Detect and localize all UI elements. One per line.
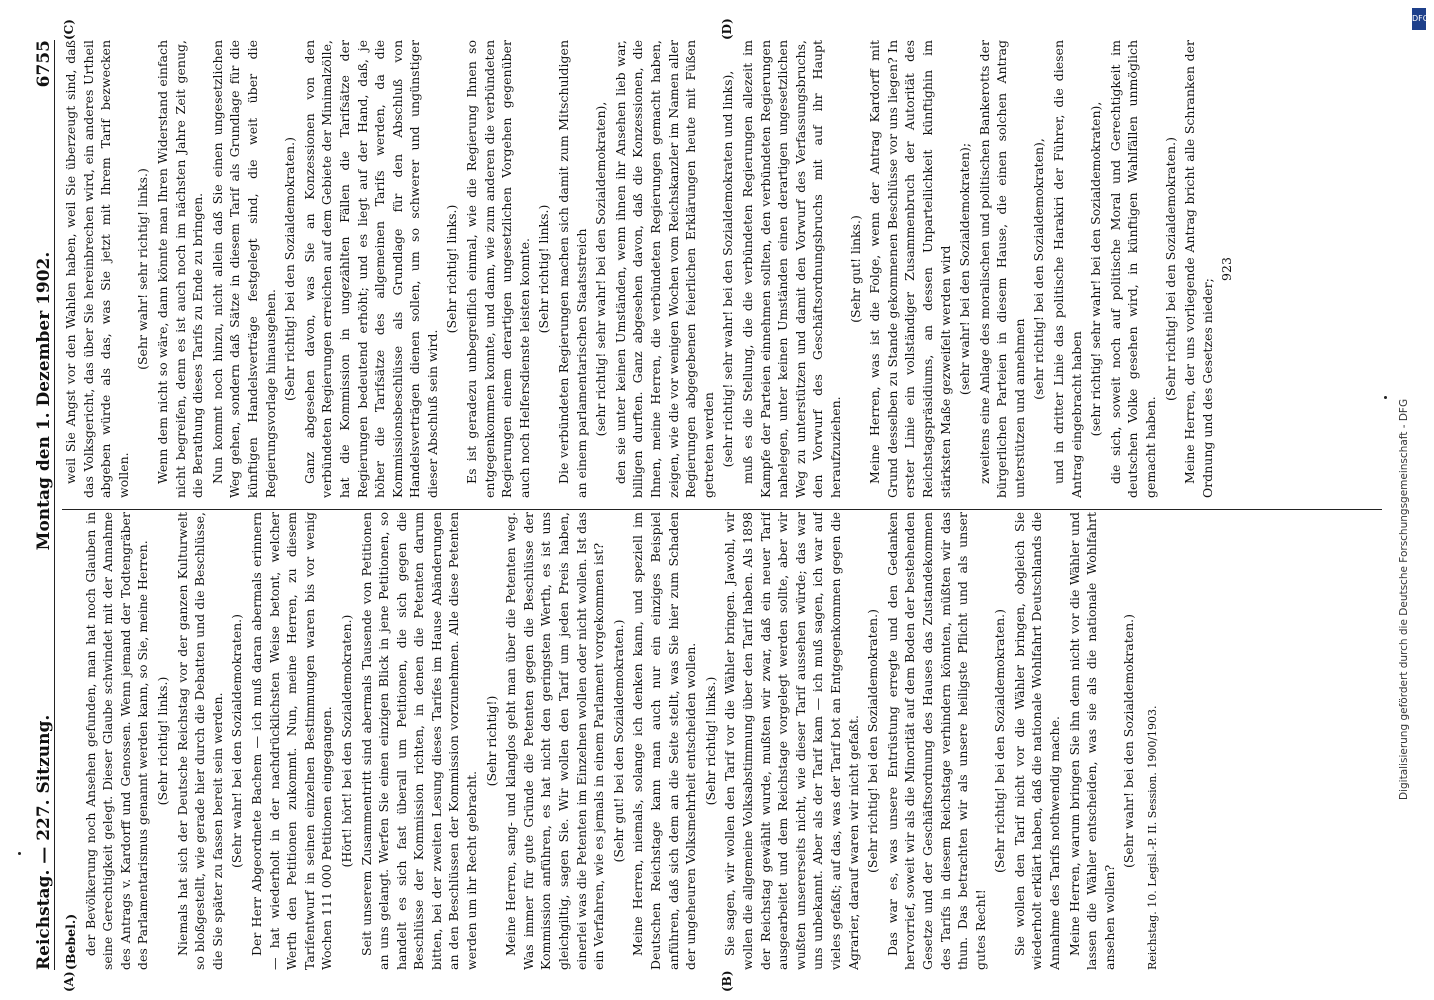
signature-number: 923	[1219, 257, 1235, 281]
interjection: (Sehr richtig! bei den Sozialdemokraten.)	[282, 137, 298, 401]
left-column-paragraphs	[82, 512, 1138, 970]
left-column	[62, 512, 1392, 970]
paragraph: Niemals hat sich der Deutsche Reichstag vor der ganzen Kulturwelt so bloßgestellt, wie gerade hier durch die Debatten und die Beschlüsse, die Sie später zu fassen bereit sein werden.	[174, 512, 225, 970]
interjection: (Sehr wahr! bei den Sozialdemokraten.)	[1121, 613, 1137, 869]
paragraph: muß es die Stellung, die die verbündeten Regierungen allezeit im Kampfe der Parteien einnehmen sollten, den verbündeten Regierungen nahelegen, unter keinen Umständen einen derartigen ungesetzlichen Weg zu unterstützen und damit den Vorwurf des Verfassungsbruchs, den Vorwurf des Geschäftsordnungsbruchs mit auf ihr Haupt heraufzuziehen.	[739, 40, 843, 498]
paragraph: Der Herr Abgeordnete Bachem — ich muß daran abermals erinnern — hat wiederholt in der nachdrücklichsten Weise betont, welcher Werth den Petitionen zukommt. Nun, meine Herren, zu diesem Tarifentwurf in seinen einzelnen Bestimmungen waren bis vor wenig Wochen 111 000 Petitionen eingegangen.	[248, 512, 335, 970]
margin-marker-a: (A)	[62, 971, 76, 992]
paragraph: zweitens eine Anlage des moralischen und politischen Bankerotts der bürgerlichen Parteien in diesem Hause, die einen solchen Antrag unterstützen und annehmen	[976, 40, 1027, 498]
paragraph: Sie sagen, wir wollen den Tarif vor die Wähler bringen. Jawohl, wir wollen die allgemeine Volksabstimmung über den Tarif haben. Als 1898 der Reichstag gewählt wurde, mußten wir zwar, daß ein neuer Tarif ausgearbeitet und dem Reichstage vorgelegt werden sollte, aber wir wußten unsererseits nicht, wie dieser Tarif aussehen würde; das war uns unbekannt. Aber als der Tarif kam — ich muß sagen, ich war auf vieles gefaßt; auf das, was der Tarif bot an Entgegenkommen gegen die Agrarier, darauf waren wir nicht gefaßt.	[722, 512, 861, 970]
interjection: (Sehr richtig! bei den Sozialdemokraten.)	[865, 609, 881, 873]
paragraph: Die verbündeten Regierungen machen sich damit zum Mitschuldigen an einem parlamentarischen Staatsstreich	[556, 40, 589, 498]
paragraph: Ganz abgesehen davon, was Sie an Konzessionen von den verbündeten Regierungen erreichen auf dem Gebiete der Minimalzölle, hat die Kommission in ungezählten Fällen die Tarifsätze der Regierungen bedeutend erhöht; und es liegt auf der Hand, daß, je höher die Tarifsätze des allgemeinen Tarifs werden, da die Kommissionsbeschlüsse als Grundlage für den Abschluß von Handelsverträgen dienen sollen, um so schwerer und ungünstiger dieser Abschluß sein wird.	[301, 40, 440, 498]
paragraph: weil Sie Angst vor den Wahlen haben, weil Sie überzeugt sind, daß das Volksgericht, das über Sie hereinbrechen wird, ein anderes Urtheil abgeben würde als das, was Sie jetzt mit Ihrem Tarif bezwecken wollen.	[63, 40, 131, 498]
paragraph: Meine Herren, der uns vorliegende Antrag bricht alle Schranken der Ordnung und des Gesetzes nieder;	[1182, 40, 1215, 498]
scan-speck	[1384, 396, 1387, 399]
scan-speck	[18, 852, 21, 855]
interjection: (Sehr richtig! links.)	[536, 204, 552, 334]
digitization-credit-text: Digitalisierung gefördert durch die Deutsche Forschungsgemeinschaft - DFG	[1398, 398, 1410, 800]
dfg-logo: DFG	[1412, 8, 1426, 30]
paragraph: Meine Herren, was ist die Folge, wenn der Antrag Kardorff mit Grund desselben zu Stande gekommenen Beschlüsse vor uns liegen? In erster Linie ein vollständiger Zusammenbruch der Autorität des Reichstagspräsidiums, an dessen Unparteilichkeit künftighin im stärksten Maße gezweifelt werden wird	[867, 40, 953, 498]
interjection: (Sehr richtig! links.)	[154, 676, 170, 806]
margin-marker-c: (C)	[62, 19, 76, 40]
paragraph: Meine Herren, sang- und klanglos geht man über die Petenten weg. Was immer für gute Gründe die Petenten gegen die Beschlüsse der Kommission anführen, es hat nicht den geringsten Werth, es ist uns gleichgiltig, sagen Sie. Wir wollen den Tarif um jeden Preis haben, einerlei was die Petenten im Einzelnen wollen oder nicht wollen. Ist das ein Verfahren, wie es jemals in einem Parlament vorgekommen ist?	[503, 512, 607, 970]
header-date: Montag den 1. Dezember 1902.	[34, 251, 54, 551]
paragraph: Wenn dem nicht so wäre, dann könnte man Ihren Widerstand einfach nicht begreifen, denn es ist auch noch im nächsten Jahre Zeit genug, die Berathung dieses Tarifs zu Ende zu bringen.	[154, 40, 206, 498]
left-footer: Reichstag. 10. Legisl.-P. II. Session. 1900/1903.	[1146, 705, 1160, 970]
interjection: (sehr richtig! sehr wahr! bei den Sozialdemokraten),	[593, 101, 609, 437]
paragraph: Meine Herren, warum bringen Sie ihn denn nicht vor die Wähler und lassen die Wähler entscheiden, was sie als die nationale Wohlfahrt ansehen wollen?	[1066, 512, 1117, 970]
paragraph: Sie wollen den Tarif nicht vor die Wähler bringen, obgleich Sie wiederholt erklärt haben, daß die nationale Wohlfahrt Deutschlands die Annahme des Tarifs nothwendig mache.	[1011, 512, 1063, 970]
interjection: (Sehr wahr! sehr richtig! links.)	[135, 168, 151, 370]
interjection: (Sehr richtig! links.)	[702, 676, 718, 806]
paragraph: Seit unserem Zusammentritt sind abermals Tausende von Petitionen an uns gelangt. Werfen Sie einen einzigen Blick in jene Petitionen, so handelt es sich fast überall um Petitionen, die sich gegen die Beschlüsse der Kommission richten, in denen die Petenten darum bitten, bei der zweiten Lesung dieses Tarifes im Hause Abänderungen an den Beschlüssen der Kommission vorzunehmen. Alle diese Petenten werden um ihr Recht gebracht.	[358, 512, 480, 970]
paragraph: und in dritter Linie das politische Harakiri der Führer, die diesen Antrag eingebracht haben	[1051, 40, 1084, 498]
speaker-label: (Bebel.)	[63, 913, 78, 970]
interjection: (sehr richtig! bei den Sozialdemokraten),	[1031, 138, 1047, 400]
margin-marker-b: (B)	[720, 970, 734, 992]
page-number: 6755	[34, 40, 54, 88]
digitization-credit	[1398, 40, 1428, 800]
paragraph: den sie unter keinen Umständen, wenn ihnen ihr Ansehen lieb war, billigen durften. Ganz abgesehen davon, daß die Konzessionen, die Ihnen, meine Herren, die verbündeten Regierungen gemacht haben, zeigen, wie die vor wenigen Wochen vom Reichskanzler im Namen aller Regierungen abgegebenen feierlichen Erklärungen heute mit Füßen getreten werden	[612, 40, 716, 498]
interjection: (Sehr richtig! bei den Sozialdemokraten.)	[1162, 137, 1178, 401]
interjection: (sehr richtig! sehr wahr! bei den Sozialdemokraten und links),	[720, 70, 736, 468]
header-left: Reichstag. — 227. Sitzung.	[34, 714, 54, 970]
right-column	[62, 40, 1392, 498]
right-column-paragraphs	[62, 40, 1216, 498]
page-header	[28, 40, 55, 970]
interjection: (Hört! hört! bei den Sozialdemokraten.)	[338, 614, 354, 868]
interjection: (Sehr gut! links.)	[847, 215, 863, 323]
interjection: (sehr richtig! sehr wahr! bei den Sozialdemokraten),	[1088, 101, 1104, 437]
column-divider	[62, 509, 1382, 510]
paragraph: Nun kommt noch hinzu, nicht allein daß Sie einen ungesetzlichen Weg gehen, sondern daß Sätze in diesem Tarif als Grundlage für die künftigen Handelsverträge festgelegt sind, die weit über die Regierungsvorlage hinausgehen.	[209, 40, 278, 498]
paragraph: Das war es, was unsere Entrüstung erregte und den Gedanken hervorrief, soweit wir als die Minorität auf dem Boden der bestehenden Gesetze und der Geschäftsordnung des Hauses das Zustandekommen des Tarifs in diesem Reichstage verhindern könnten, müßten wir das thun. Das betrachten wir als unsere heiligste Pflicht und als unser gutes Recht!	[884, 512, 988, 970]
paragraph: die sich, soweit noch auf politische Moral und Gerechtigkeit im deutschen Volke gesehen wird, in künftigen Wahlfällen unmöglich gemacht haben.	[1107, 40, 1159, 498]
interjection: (sehr wahr! bei den Sozialdemokraten);	[957, 142, 973, 396]
paragraph: der Bevölkerung noch Ansehen gefunden, man hat noch Glauben in seine Gerechtigkeit gelegt. Dieser Glaube schwindet mit der Annahme des Antrags v. Kardorff und Genossen. Wenn jemand der Todtengräber des Parlamentarismus genannt werden kann, so Sie, meine Herren.	[82, 512, 151, 970]
interjection: (Sehr richtig!)	[483, 695, 499, 787]
interjection: (Sehr richtig! links.)	[444, 204, 460, 334]
paragraph: Es ist geradezu unbegreiflich einmal, wie die Regierung Ihnen so entgegenkommen konnte, und dann, wie zum anderen die verbündeten Regierungen einem derartigen ungesetzlichen Vorgehen gegenüber auch noch Helfersdienste leisten konnte.	[464, 40, 532, 498]
interjection: (Sehr richtig! bei den Sozialdemokraten.)	[992, 609, 1008, 873]
paragraph: Meine Herren, niemals, solange ich denken kann, und speziell im Deutschen Reichstage kann man auch nur ein einziges Beispiel anführen, daß sich dem an die Seite stellt, was Sie hier zum Schaden der ungeheuren Volksmehrheit entscheiden wollen.	[630, 512, 699, 970]
margin-marker-d: (D)	[720, 18, 734, 40]
interjection: (Sehr wahr! bei den Sozialdemokraten.)	[229, 613, 245, 869]
interjection: (Sehr gut! bei den Sozialdemokraten.)	[610, 619, 626, 863]
